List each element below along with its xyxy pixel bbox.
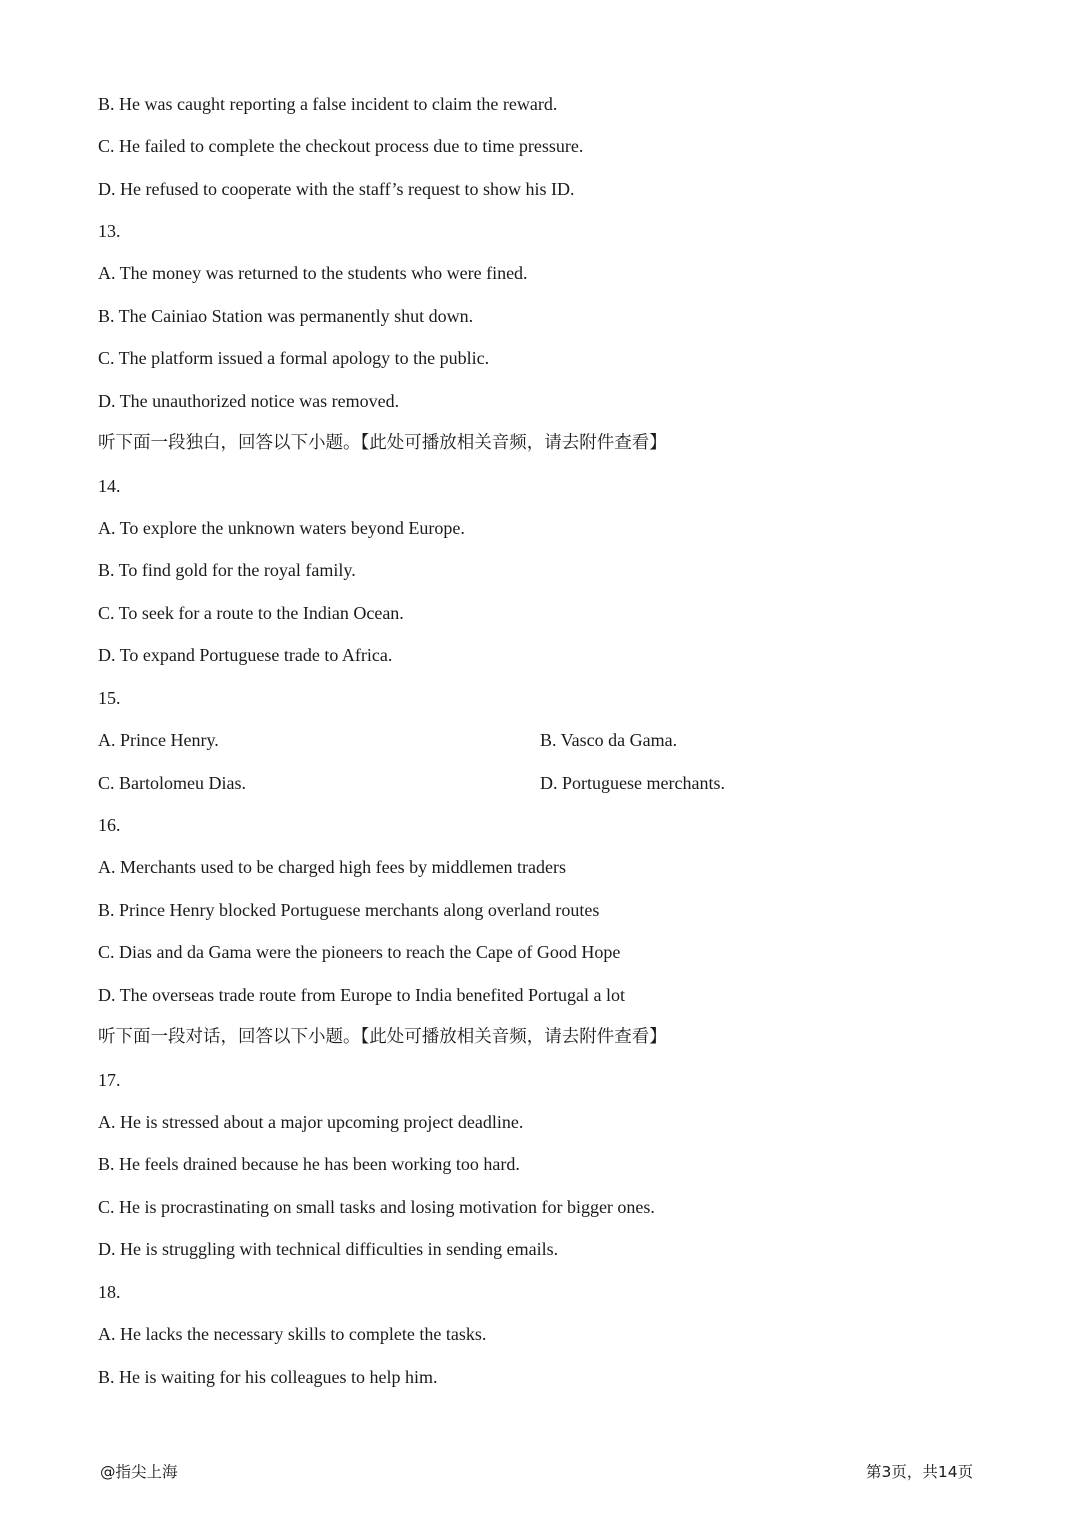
q12-option-d: D. He refused to cooperate with the staff’s request to show his ID. [98, 179, 575, 199]
q15-option-a: A. Prince Henry. [98, 730, 219, 750]
question-18-number: 18. [98, 1282, 121, 1302]
q16-option-a: A. Merchants used to be charged high fees by middlemen traders [98, 857, 567, 877]
q16-option-b: B. Prince Henry blocked Portuguese merchants along overland routes [98, 900, 600, 920]
question-15-number: 15. [98, 688, 121, 708]
q12-option-c: C. He failed to complete the checkout process due to time pressure. [98, 136, 584, 156]
q15-option-d: D. Portuguese merchants. [540, 773, 725, 793]
question-17-number: 17. [98, 1070, 121, 1090]
q15-option-c: C. Bartolomeu Dias. [98, 773, 246, 793]
question-16-number: 16. [98, 815, 121, 835]
q17-option-d: D. He is struggling with technical difficulties in sending emails. [98, 1239, 559, 1259]
question-13-number: 13. [98, 221, 121, 241]
q13-option-d: D. The unauthorized notice was removed. [98, 391, 400, 411]
q17-option-c: C. He is procrastinating on small tasks and losing motivation for bigger ones. [98, 1197, 655, 1217]
q14-option-b: B. To find gold for the royal family. [98, 560, 356, 580]
q13-option-a: A. The money was returned to the students who were fined. [98, 263, 528, 283]
q15-option-b: B. Vasco da Gama. [540, 730, 678, 750]
dialogue-instruction: 听下面一段对话，回答以下小题。【此处可播放相关音频，请去附件查看】 [98, 1027, 667, 1047]
q14-option-d: D. To expand Portuguese trade to Africa. [98, 645, 393, 665]
q18-option-a: A. He lacks the necessary skills to complete the tasks. [98, 1324, 487, 1344]
q12-option-b: B. He was caught reporting a false incident to claim the reward. [98, 94, 558, 114]
footer-source: @指尖上海 [100, 1463, 178, 1481]
footer-page-number: 第3页，共14页 [866, 1463, 974, 1481]
q18-option-b: B. He is waiting for his colleagues to help him. [98, 1367, 438, 1387]
monologue-instruction: 听下面一段独白，回答以下小题。【此处可播放相关音频，请去附件查看】 [98, 433, 667, 453]
q13-option-b: B. The Cainiao Station was permanently shut down. [98, 306, 474, 326]
q14-option-c: C. To seek for a route to the Indian Ocean. [98, 603, 404, 623]
q17-option-b: B. He feels drained because he has been working too hard. [98, 1154, 520, 1174]
q13-option-c: C. The platform issued a formal apology to the public. [98, 348, 490, 368]
q16-option-d: D. The overseas trade route from Europe to India benefited Portugal a lot [98, 985, 625, 1005]
q16-option-c: C. Dias and da Gama were the pioneers to reach the Cape of Good Hope [98, 942, 621, 962]
q14-option-a: A. To explore the unknown waters beyond Europe. [98, 518, 465, 538]
question-14-number: 14. [98, 476, 121, 496]
q17-option-a: A. He is stressed about a major upcoming project deadline. [98, 1112, 524, 1132]
